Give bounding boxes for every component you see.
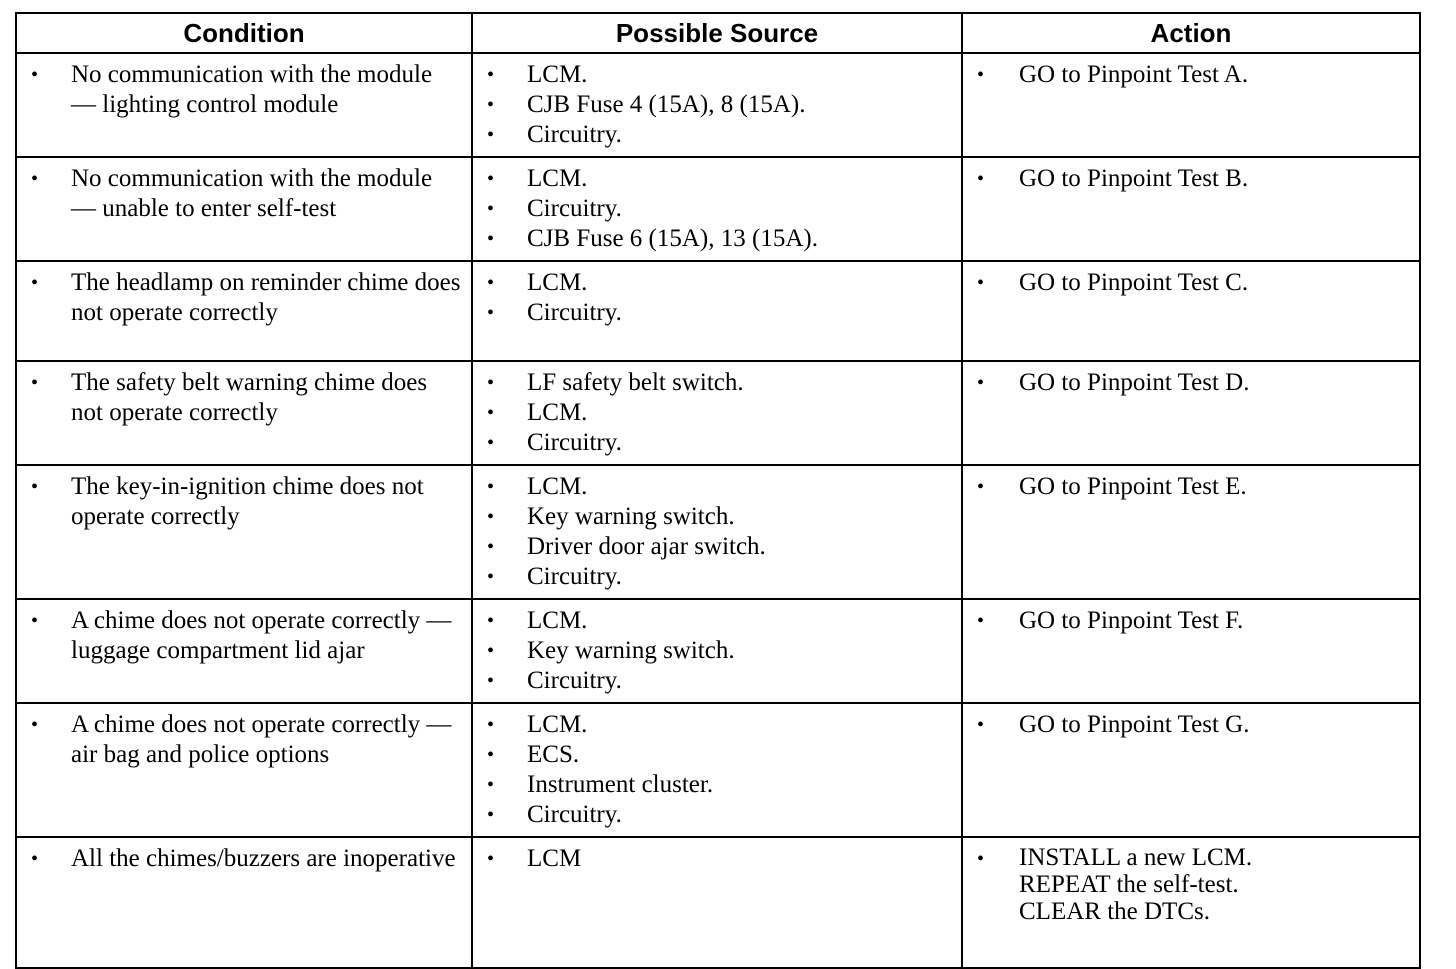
table-row [16,837,1420,968]
bullet-icon: • [487,536,495,558]
list-item [473,562,953,592]
condition-text: The headlamp on reminder chime does not operate correctly [71,269,461,326]
list-item [473,428,953,458]
list-item [17,606,463,666]
bullet-icon: • [31,610,39,632]
bullet-icon: • [487,124,495,146]
condition-cell [16,703,472,837]
source-text: CJB Fuse 4 (15A), 8 (15A). [527,91,806,118]
action-cell [962,599,1420,703]
condition-cell [16,361,472,465]
action-cell [962,157,1420,261]
table-row [16,361,1420,465]
action-cell [962,361,1420,465]
action-text: GO to Pinpoint Test E. [1019,473,1247,500]
source-text: LCM [527,845,582,872]
source-cell [472,465,962,599]
list-item [473,770,953,800]
table-row [16,157,1420,261]
action-text: REPEAT the self-test. [1019,871,1239,898]
condition-text: The key-in-ignition chime does not operate correctly [71,473,424,530]
table-row [16,599,1420,703]
source-text: CJB Fuse 6 (15A), 13 (15A). [527,225,818,252]
source-cell [472,361,962,465]
list-item [17,268,463,328]
condition-cell [16,599,472,703]
list-item [473,398,953,428]
action-text: GO to Pinpoint Test B. [1019,165,1249,192]
action-text: GO to Pinpoint Test F. [1019,607,1244,634]
list-item [963,268,1411,298]
action-text: GO to Pinpoint Test D. [1019,369,1250,396]
diagnostic-table [15,12,1421,969]
list-item [473,268,953,298]
table-row [16,261,1420,361]
source-cell [472,53,962,157]
source-text: LCM. [527,607,588,634]
bullet-icon: • [487,228,495,250]
source-text: Circuitry. [527,121,622,148]
source-text: LCM. [527,399,588,426]
condition-cell [16,157,472,261]
source-text: LCM. [527,165,588,192]
list-item [963,164,1411,194]
list-item [963,472,1411,502]
list-item [473,298,953,328]
bullet-icon: • [487,432,495,454]
bullet-icon: • [487,94,495,116]
condition-cell [16,261,472,361]
source-text: Circuitry. [527,801,622,828]
action-cell [962,837,1420,968]
bullet-icon: • [31,848,39,870]
bullet-icon: • [31,272,39,294]
list-item [963,60,1411,90]
header-row [16,13,1420,53]
list-item [473,368,953,398]
list-item [473,636,953,666]
bullet-icon: • [487,476,495,498]
action-cell [962,261,1420,361]
source-text: Circuitry. [527,563,622,590]
list-item [17,368,463,428]
list-item [473,120,953,150]
source-text: Driver door ajar switch. [527,533,766,560]
bullet-icon: • [487,506,495,528]
bullet-icon: • [487,848,495,870]
source-cell [472,837,962,968]
bullet-icon: • [487,168,495,190]
bullet-icon: • [977,372,985,394]
action-text: CLEAR the DTCs. [1019,898,1210,925]
bullet-icon: • [977,64,985,86]
condition-text: No communication with the module — unable to enter self-test [71,165,433,222]
bullet-icon: • [977,272,985,294]
list-item [473,60,953,90]
header-condition: Condition [16,13,472,53]
source-cell [472,599,962,703]
header-action: Action [962,13,1420,53]
bullet-icon: • [31,168,39,190]
action-text: GO to Pinpoint Test A. [1019,61,1249,88]
source-text: LF safety belt switch. [527,369,744,396]
source-text: LCM. [527,711,588,738]
source-text: LCM. [527,61,588,88]
bullet-icon: • [487,402,495,424]
list-item [17,844,463,874]
list-item [473,164,953,194]
table-row [16,465,1420,599]
condition-text: The safety belt warning chime does not operate correctly [71,369,428,426]
list-item [963,844,1411,925]
action-text: GO to Pinpoint Test G. [1019,711,1250,738]
condition-text: A chime does not operate correctly — air bag and police options [71,711,452,768]
action-cell [962,703,1420,837]
source-cell [472,261,962,361]
list-item [473,472,953,502]
list-item [17,164,463,224]
list-item [473,502,953,532]
source-text: Key warning switch. [527,637,735,664]
list-item [473,710,953,740]
bullet-icon: • [487,302,495,324]
bullet-icon: • [487,670,495,692]
source-text: LCM. [527,473,588,500]
table-row [16,53,1420,157]
list-item [473,800,953,830]
bullet-icon: • [487,272,495,294]
bullet-icon: • [487,640,495,662]
list-item [473,844,953,874]
bullet-icon: • [977,714,985,736]
source-cell [472,703,962,837]
bullet-icon: • [31,64,39,86]
action-cell [962,465,1420,599]
bullet-icon: • [977,610,985,632]
source-text: Circuitry. [527,299,622,326]
source-cell [472,157,962,261]
bullet-icon: • [977,168,985,190]
list-item [473,194,953,224]
bullet-icon: • [487,804,495,826]
table-row [16,703,1420,837]
condition-cell [16,53,472,157]
source-text: Circuitry. [527,667,622,694]
source-text: ECS. [527,741,580,768]
action-text: INSTALL a new LCM. [1019,844,1253,871]
bullet-icon: • [487,774,495,796]
bullet-icon: • [31,372,39,394]
list-item [17,710,463,770]
list-item [473,740,953,770]
condition-text: All the chimes/buzzers are inoperative [71,845,456,872]
condition-text: A chime does not operate correctly — luggage compartment lid ajar [71,607,452,664]
bullet-icon: • [487,372,495,394]
list-item [473,90,953,120]
source-text: Circuitry. [527,429,622,456]
bullet-icon: • [487,714,495,736]
condition-cell [16,465,472,599]
condition-cell [16,837,472,968]
list-item [963,368,1411,398]
source-text: Circuitry. [527,195,622,222]
list-item [473,532,953,562]
condition-text: No communication with the module — lighting control module [71,61,433,118]
bullet-icon: • [487,610,495,632]
list-item [963,606,1411,636]
bullet-icon: • [977,476,985,498]
bullet-icon: • [487,566,495,588]
list-item [17,472,463,532]
bullet-icon: • [487,744,495,766]
source-text: LCM. [527,269,588,296]
list-item [963,710,1411,740]
action-cell [962,53,1420,157]
bullet-icon: • [487,64,495,86]
bullet-icon: • [977,848,985,870]
source-text: Key warning switch. [527,503,735,530]
list-item [473,224,953,254]
header-possible-source: Possible Source [472,13,962,53]
list-item [473,666,953,696]
list-item [17,60,463,120]
bullet-icon: • [31,714,39,736]
source-text: Instrument cluster. [527,771,714,798]
bullet-icon: • [487,198,495,220]
bullet-icon: • [31,476,39,498]
list-item [473,606,953,636]
action-text: GO to Pinpoint Test C. [1019,269,1249,296]
